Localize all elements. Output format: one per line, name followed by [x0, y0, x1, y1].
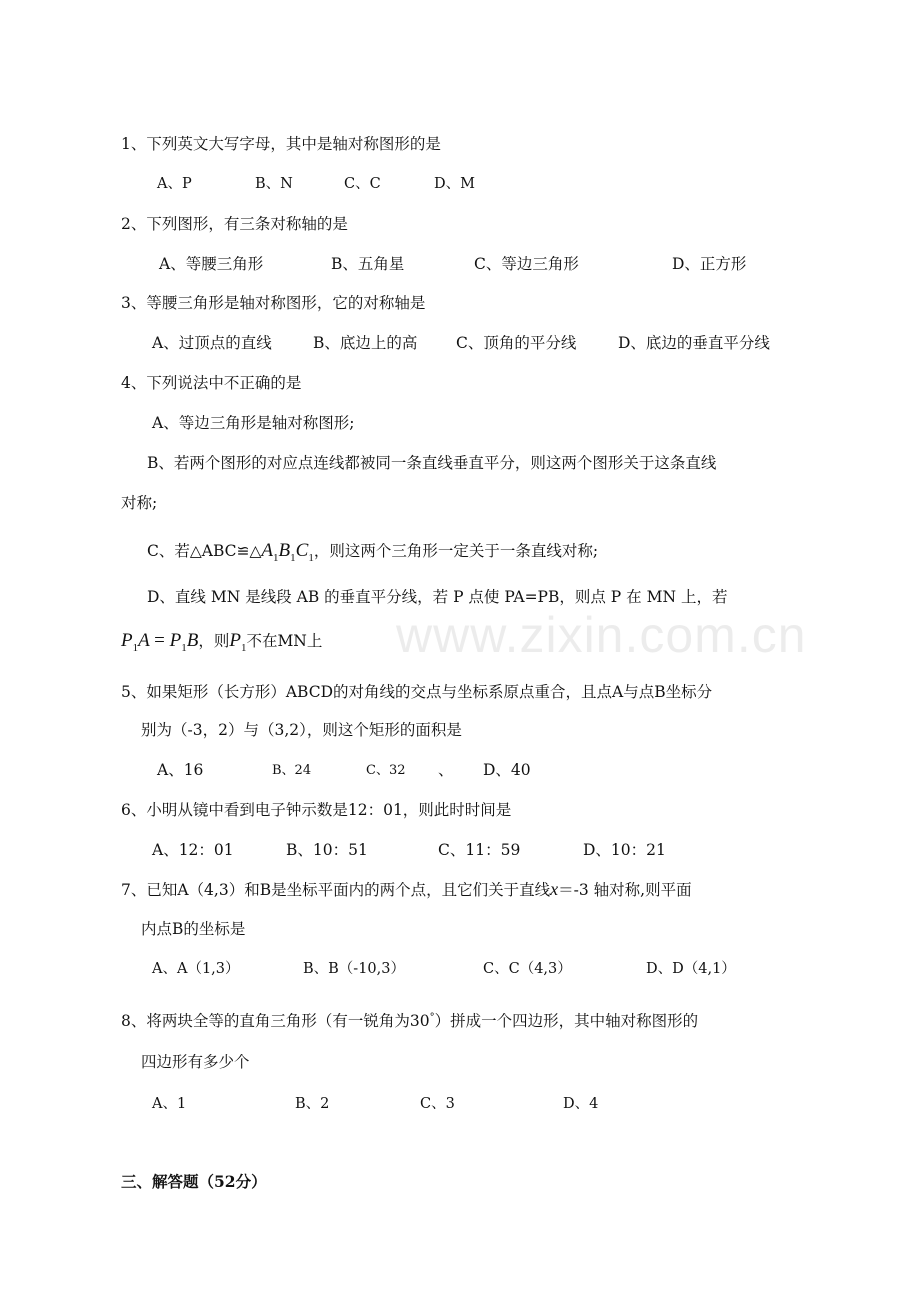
question-8-stem-line2: 四边形有多少个 — [141, 1053, 250, 1071]
question-8-option-b: B、2 — [295, 1096, 330, 1112]
question-3-option-a: A、过顶点的直线 — [152, 334, 272, 352]
question-5-option-b: B、24 — [272, 763, 312, 778]
question-2-option-b: B、五角星 — [331, 255, 405, 273]
question-4-option-b-line1: B、若两个图形的对应点连线都被同一条直线垂直平分，则这两个图形关于这条直线 — [147, 454, 717, 472]
question-4-stem: 4、下列说法中不正确的是 — [121, 374, 302, 392]
question-6-option-b: B、10：51 — [286, 841, 368, 859]
p1-formula: $P_1$ — [229, 630, 247, 654]
question-5-stem-line1: 5、如果矩形（长方形）ABCD的对角线的交点与坐标系原点重合，且点A与点B坐标分 — [121, 683, 713, 701]
question-1-option-a: A、P — [157, 176, 192, 192]
variable-x: x — [550, 879, 559, 899]
question-2-stem: 2、下列图形，有三条对称轴的是 — [121, 215, 348, 233]
question-4-option-d-line2: $P_1A = P_1B$，则$P_1$不在MN上 — [121, 630, 323, 654]
question-3-stem: 3、等腰三角形是轴对称图形，它的对称轴是 — [121, 294, 426, 312]
question-7-stem-line1: 7、已知A（4,3）和B是坐标平面内的两个点，且它们关于直线x＝-3 轴对称,则平面 — [121, 879, 692, 899]
question-4-option-d-line1: D、直线 MN 是线段 AB 的垂直平分线，若 P 点使 PA=PB，则点 P 在 MN 上，若 — [147, 588, 728, 606]
question-5-stem-line2: 别为（-3，2）与（3,2），则这个矩形的面积是 — [141, 721, 462, 739]
question-4-option-c — [147, 540, 598, 569]
question-4-option-b-line2: 对称; — [121, 494, 158, 512]
question-4-option-c-prefix: C、若△ABC≌△ — [147, 542, 262, 560]
question-7-stem-line2: 内点B的坐标是 — [141, 920, 246, 938]
question-3-option-d: D、底边的垂直平分线 — [618, 334, 770, 352]
question-6-option-d: D、10：21 — [583, 841, 666, 859]
question-7-option-d: D、D（4,1） — [646, 961, 736, 977]
question-2-option-c: C、等边三角形 — [474, 255, 579, 273]
question-4-option-c-suffix: ，则这两个三角形一定关于一条直线对称; — [313, 542, 599, 560]
question-6-option-a: A、12：01 — [152, 841, 234, 859]
question-5-option-d: D、40 — [483, 761, 531, 779]
watermark: www.zixin.com.cn — [396, 607, 807, 663]
question-1-stem: 1、下列英文大写字母，其中是轴对称图形的是 — [121, 135, 441, 153]
question-8-option-d: D、4 — [563, 1096, 599, 1112]
question-7-option-a: A、A（1,3） — [152, 961, 240, 977]
question-5-stray-mark: 、 — [438, 761, 454, 779]
question-6-stem: 6、小明从镜中看到电子钟示数是12：01，则此时时间是 — [121, 801, 512, 819]
degree-sign: ° — [429, 1012, 435, 1023]
question-1-option-c: C、C — [344, 176, 381, 192]
triangle-a1b1c1-formula: $A_1B_1C_1$ — [261, 540, 314, 564]
question-6-option-c: C、11：59 — [438, 841, 521, 859]
question-5-option-c: C、32 — [366, 763, 406, 778]
question-3-option-c: C、顶角的平分线 — [456, 334, 577, 352]
question-8-option-c: C、3 — [420, 1096, 455, 1112]
question-2-option-d: D、正方形 — [672, 255, 747, 273]
question-1-option-d: D、M — [434, 176, 475, 192]
question-2-option-a: A、等腰三角形 — [159, 255, 264, 273]
question-8-stem-line1: 8、将两块全等的直角三角形（有一锐角为30°）拼成一个四边形，其中轴对称图形的 — [121, 1012, 699, 1031]
question-5-option-a: A、16 — [157, 761, 204, 779]
section-3-heading: 三、解答题（52分） — [121, 1172, 267, 1191]
question-7-option-c: C、C（4,3） — [483, 961, 572, 977]
question-1-option-b: B、N — [255, 176, 293, 192]
question-3-option-b: B、底边上的高 — [313, 334, 418, 352]
question-7-option-b: B、B（-10,3） — [303, 961, 405, 977]
p1a-equals-p1b-formula: $P_1A = P_1B$ — [121, 630, 199, 654]
question-4-option-a: A、等边三角形是轴对称图形; — [152, 414, 355, 432]
question-8-option-a: A、1 — [152, 1096, 187, 1112]
